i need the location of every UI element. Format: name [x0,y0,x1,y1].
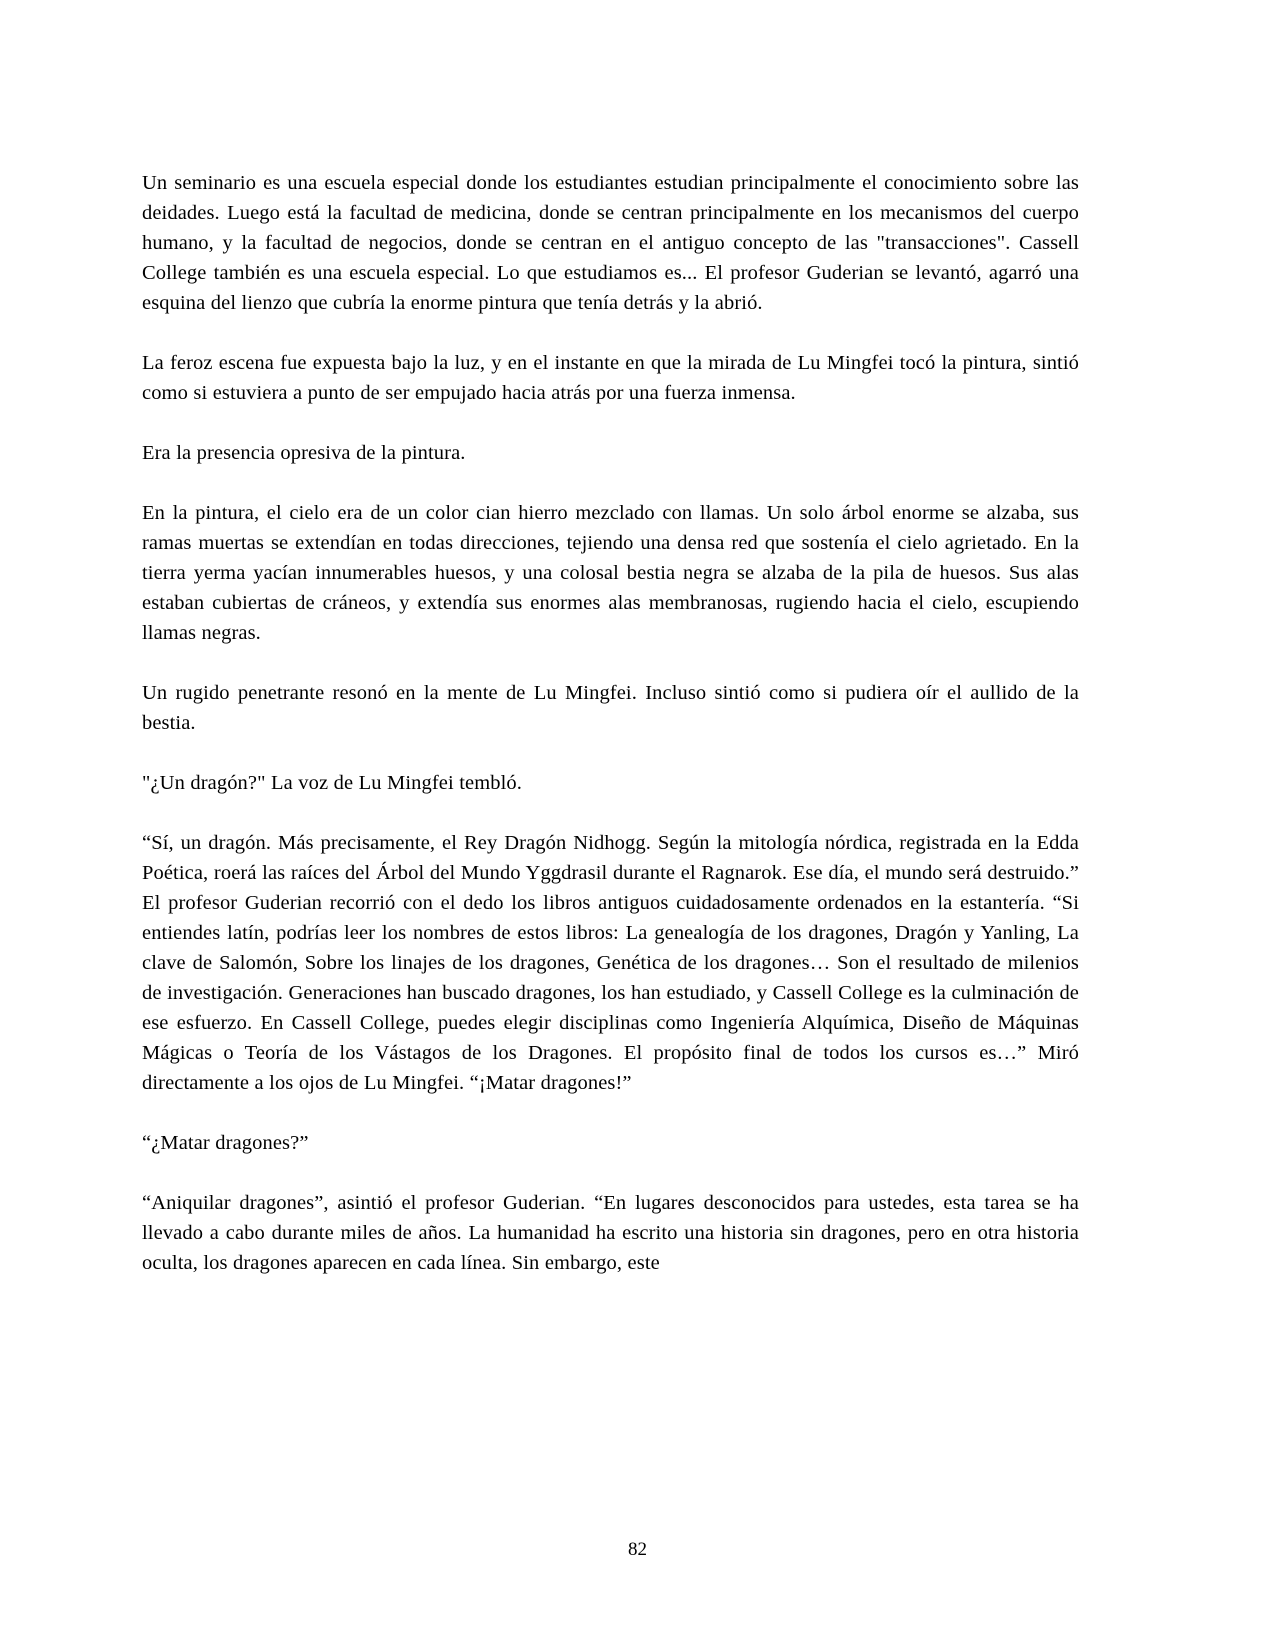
paragraph: En la pintura, el cielo era de un color cian hierro mezclado con llamas. Un solo árbol enorme se alzaba, sus ramas muertas se extendían en todas direcciones, tejiendo una densa red que sostenía el cielo agrietado. En la tierra yerma yacían innumerables huesos, y una colosal bestia negra se alzaba de la pila de huesos. Sus alas estaban cubiertas de cráneos, y extendía sus enormes alas membranosas, rugiendo hacia el cielo, escupiendo llamas negras. [142,502,1079,644]
paragraph: “¿Matar dragones?” [142,1132,309,1154]
paragraph: Un seminario es una escuela especial donde los estudiantes estudian principalmente el conocimiento sobre las deidades. Luego está la facultad de medicina, donde se centran principalmente en los mecanismos del cuerpo humano, y la facultad de negocios, donde se centran en el antiguo concepto de las "transacciones". Cassell College también es una escuela especial. Lo que estudiamos es... El profesor Guderian se levantó, agarró una esquina del lienzo que cubría la enorme pintura que tenía detrás y la abrió. [142,172,1079,314]
paragraph: “Aniquilar dragones”, asintió el profesor Guderian. “En lugares desconocidos para ustedes, esta tarea se ha llevado a cabo durante miles de años. La humanidad ha escrito una historia sin dragones, pero en otra historia oculta, los dragones aparecen en cada línea. Sin embargo, este [142,1192,1079,1274]
paragraph: Era la presencia opresiva de la pintura. [142,442,466,464]
page-number: 82 [628,1539,647,1560]
body-text-column [142,168,1079,1278]
paragraph: “Sí, un dragón. Más precisamente, el Rey Dragón Nidhogg. Según la mitología nórdica, registrada en la Edda Poética, roerá las raíces del Árbol del Mundo Yggdrasil durante el Ragnarok. Ese día, el mundo será destruido.” El profesor Guderian recorrió con el dedo los libros antiguos cuidadosamente ordenados en la estantería. “Si entiendes latín, podrías leer los nombres de estos libros: La genealogía de los dragones, Dragón y Yanling, La clave de Salomón, Sobre los linajes de los dragones, Genética de los dragones… Son el resultado de milenios de investigación. Generaciones han buscado dragones, los han estudiado, y Cassell College es la culminación de ese esfuerzo. En Cassell College, puedes elegir disciplinas como Ingeniería Alquímica, Diseño de Máquinas Mágicas o Teoría de los Vástagos de los Dragones. El propósito final de todos los cursos es…” Miró directamente a los ojos de Lu Mingfei. “¡Matar dragones!” [142,832,1079,1094]
paragraph: Un rugido penetrante resonó en la mente de Lu Mingfei. Incluso sintió como si pudiera oír el aullido de la bestia. [142,682,1079,734]
paragraph: La feroz escena fue expuesta bajo la luz, y en el instante en que la mirada de Lu Mingfei tocó la pintura, sintió como si estuviera a punto de ser empujado hacia atrás por una fuerza inmensa. [142,352,1079,404]
paragraph: "¿Un dragón?" La voz de Lu Mingfei tembló. [142,772,522,794]
